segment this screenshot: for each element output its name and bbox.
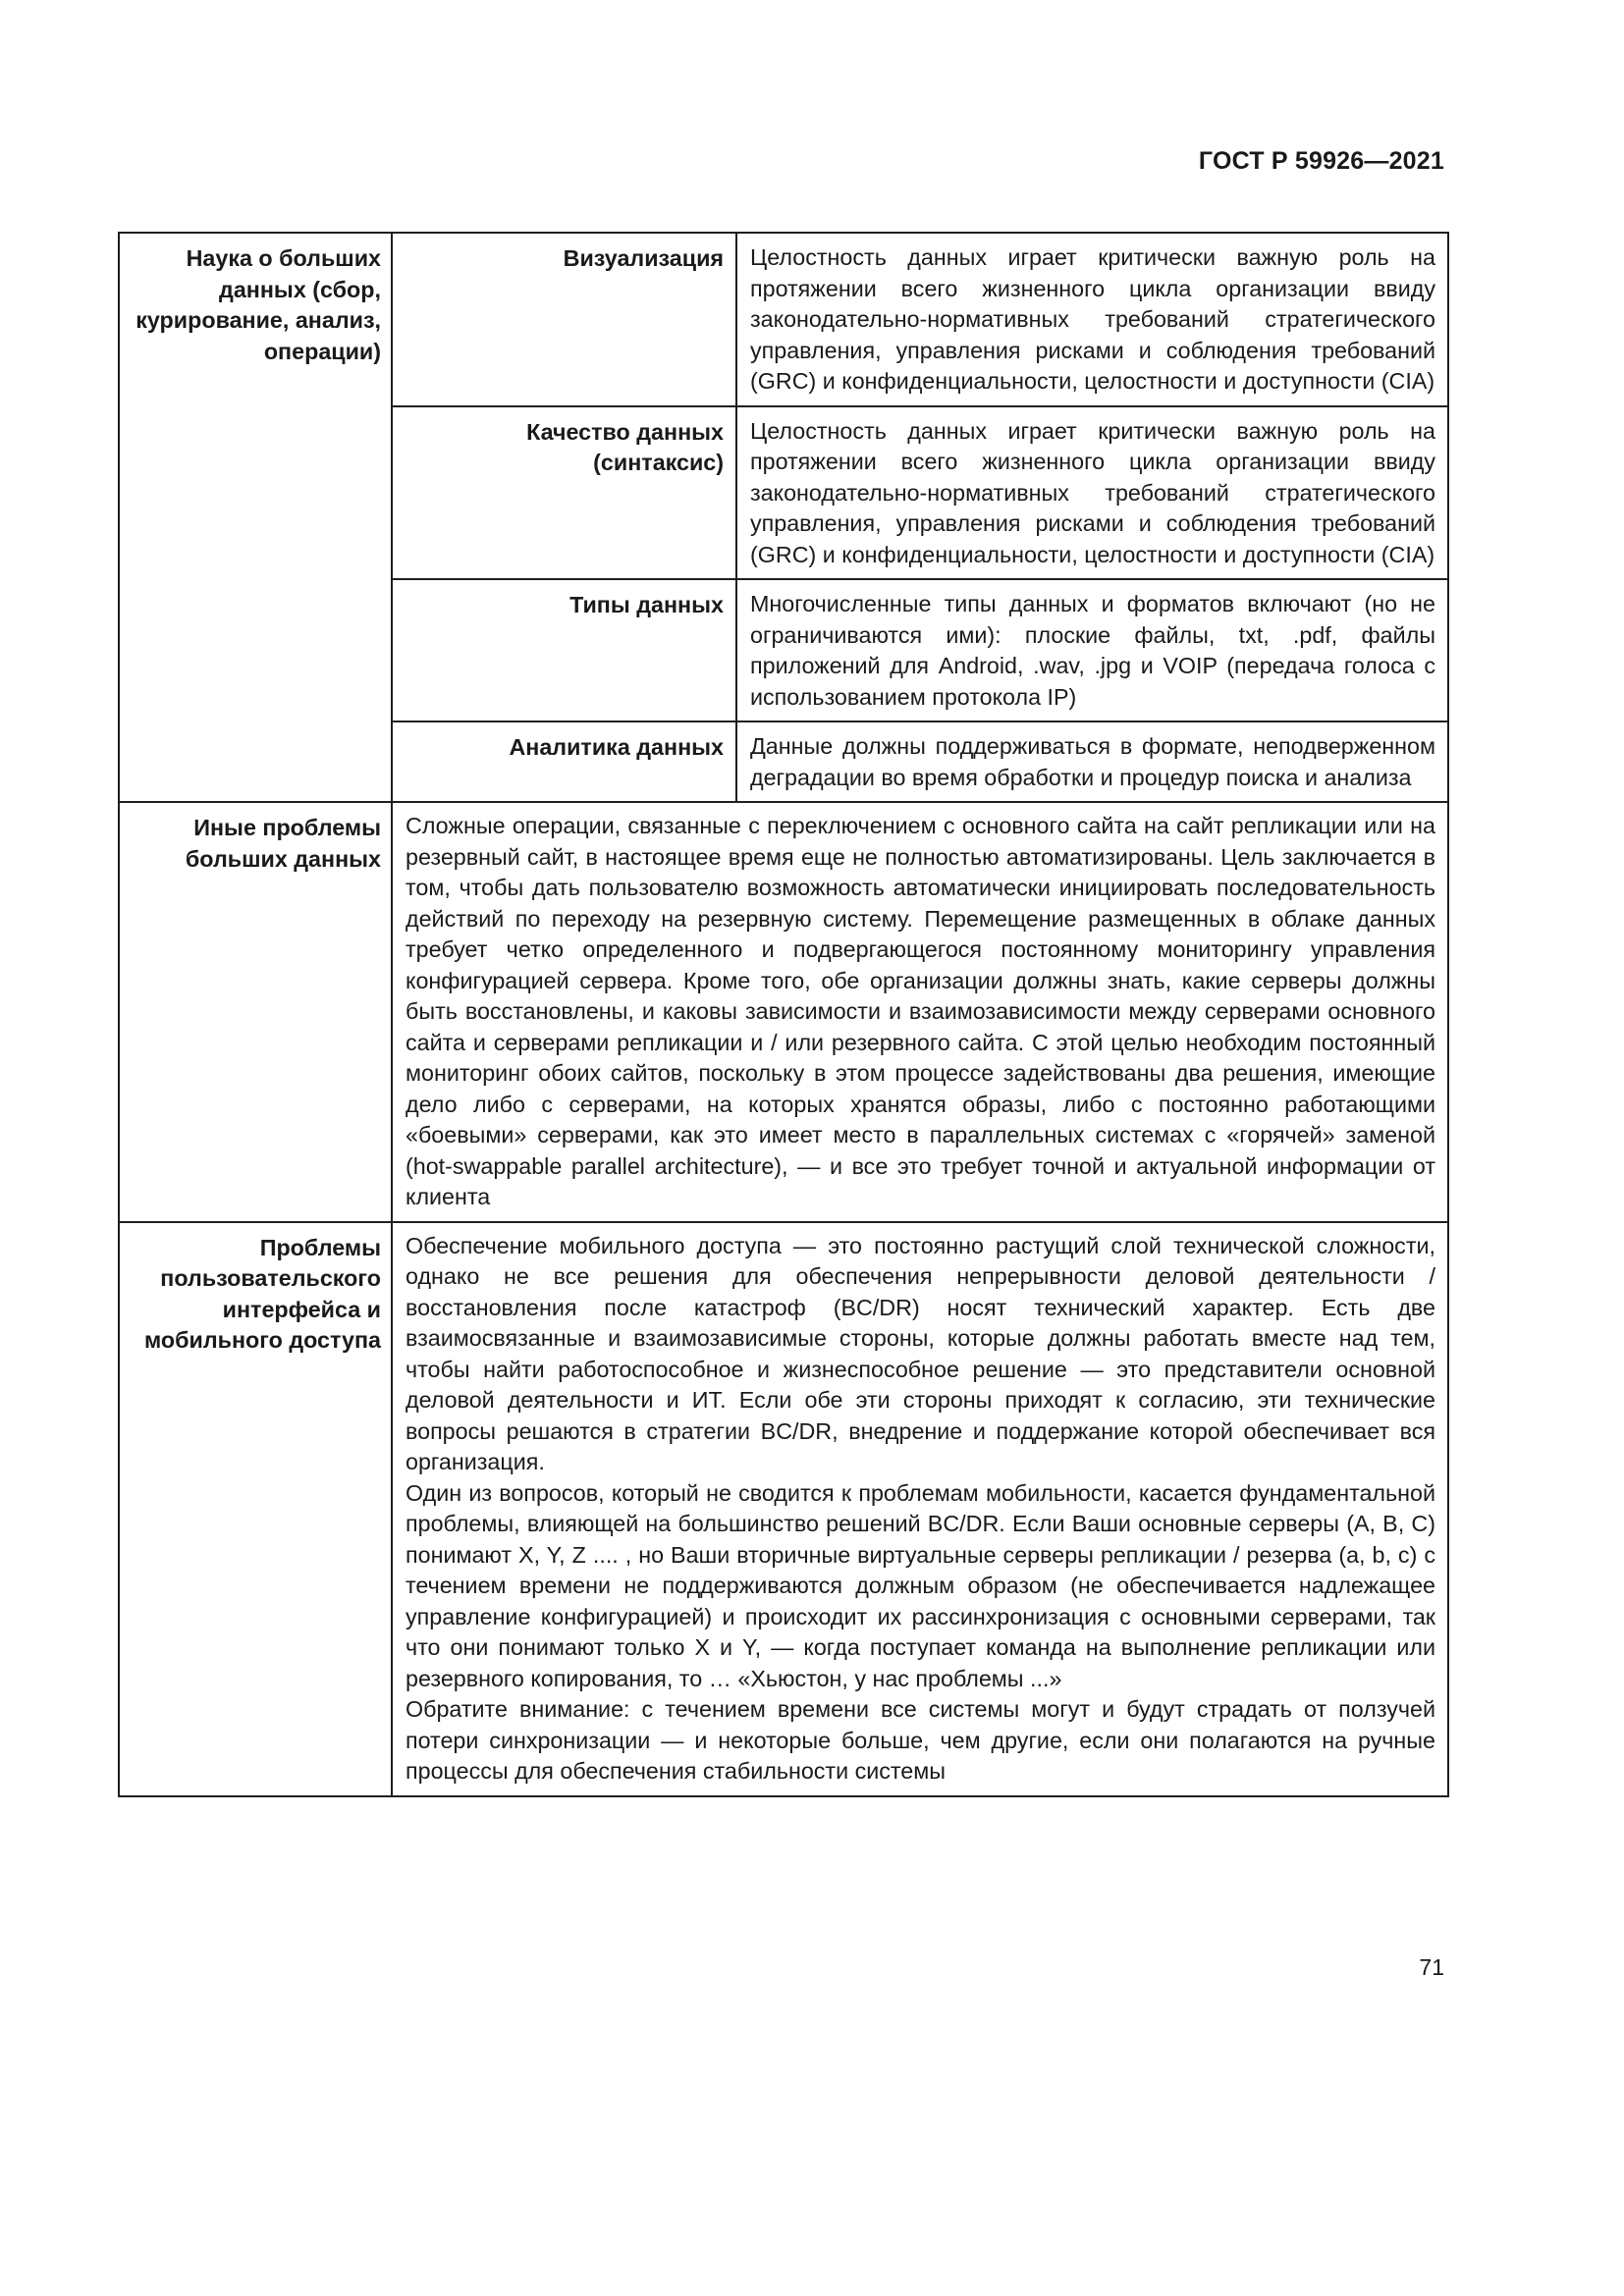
category-ui-mobile: Проблемы пользовательского интерфейса и мобильного доступа <box>119 1222 392 1796</box>
description-data-quality: Целостность данных играет критически важную роль на протяжении всего жизненного цикла организации ввиду законодательно-нормативных требований стратегического управления, управления рисками и соблюдения требований (GRC) и конфиденциальности, целостности и доступности (CIA) <box>736 406 1448 580</box>
paragraph: Один из вопросов, который не сводится к проблемам мобильности, касается фундаментальной проблемы, влияющей на большинство решений BC/DR. Если Ваши основные серверы (A, B, C) понимают X, Y, Z .... , но Ваши вторичные виртуальные серверы репликации / резерва (a, b, c) с течением времени не поддерживаются должным образом (не обеспечивается надлежащее управление конфигурацией) и происходит их рассинхронизация с основными серверами, так что они понимают только X и Y, — когда поступает команда на выполнение репликации или резервного копирования, то … «Хьюстон, у нас проблемы ...» <box>406 1479 1435 1691</box>
table-row-big-data-visualization <box>119 233 1448 406</box>
standard-id: ГОСТ Р 59926—2021 <box>1198 147 1444 175</box>
table-row-other-problems <box>119 802 1448 1222</box>
subcategory-data-quality: Качество данных (синтаксис) <box>392 406 736 580</box>
description-ui-mobile <box>392 1222 1448 1796</box>
document-header <box>1199 147 1444 176</box>
description-other-problems: Сложные операции, связанные с переключением с основного сайта на сайт репликации или на резервный сайт, в настоящее время еще не полностью автоматизированы. Цель заключается в том, чтобы дать пользователю возможность автоматически инициировать последовательность действий по переходу на резервную систему. Перемещение размещенных в облаке данных требует четко определенного и подвергающегося постоянному мониторингу управления конфигурацией сервера. Кроме того, обе организации должны знать, какие серверы должны быть восстановлены, и каковы зависимости и взаимозависимости между серверами основного сайта и серверами репликации и / или резервного сайта. С этой целью необходим постоянный мониторинг обоих сайтов, поскольку в этом процессе задействованы два решения, имеющие дело либо с серверами, на которых хранятся образы, либо с постоянно работающими «боевыми» серверами, как это имеет место в параллельных системах с «горячей» заменой (hot-swappable parallel architecture), — и все это требует точной и актуальной информации от клиента <box>392 802 1448 1222</box>
paragraph: Обеспечение мобильного доступа — это постоянно растущий слой технической сложности, однако не все решения для обеспечения непрерывности деловой деятельности / восстановления после катастроф (BC/DR) носят технический характер. Есть две взаимосвязанные и взаимозависимые стороны, которые должны работать вместе над тем, чтобы найти работоспособное и жизнеспособное решение — это представители основной деловой деятельности и ИТ. Если обе эти стороны приходят к согласию, эти технические вопросы решаются в стратегии BC/DR, внедрение и поддержание которой обеспечивает вся организация. <box>406 1232 1435 1474</box>
paragraph: Обратите внимание: с течением времени все системы могут и будут страдать от ползучей потери синхронизации — и некоторые больше, чем другие, если они полагаются на ручные процессы для обеспечения стабильности системы <box>406 1696 1435 1784</box>
category-big-data: Наука о больших данных (сбор, курирование, анализ, операции) <box>119 233 392 802</box>
page-number: 71 <box>1419 1954 1444 1980</box>
table-row-ui-mobile <box>119 1222 1448 1796</box>
subcategory-data-analytics: Аналитика данных <box>392 721 736 802</box>
subcategory-data-types: Типы данных <box>392 579 736 721</box>
description-data-analytics: Данные должны поддерживаться в формате, неподверженном деградации во время обработки и процедур поиска и анализа <box>736 721 1448 802</box>
content-table <box>118 232 1449 1797</box>
category-other-problems: Иные проблемы больших данных <box>119 802 392 1222</box>
description-data-types: Многочисленные типы данных и форматов включают (но не ограничиваются ими): плоские файлы, txt, .pdf, файлы приложений для Android, .wav, .jpg и VOIP (передача голоса с использованием протокола IP) <box>736 579 1448 721</box>
subcategory-visualization: Визуализация <box>392 233 736 406</box>
description-visualization: Целостность данных играет критически важную роль на протяжении всего жизненного цикла организации ввиду законодательно-нормативных требований стратегического управления, управления рисками и соблюдения требований (GRC) и конфиденциальности, целостности и доступности (CIA) <box>736 233 1448 406</box>
